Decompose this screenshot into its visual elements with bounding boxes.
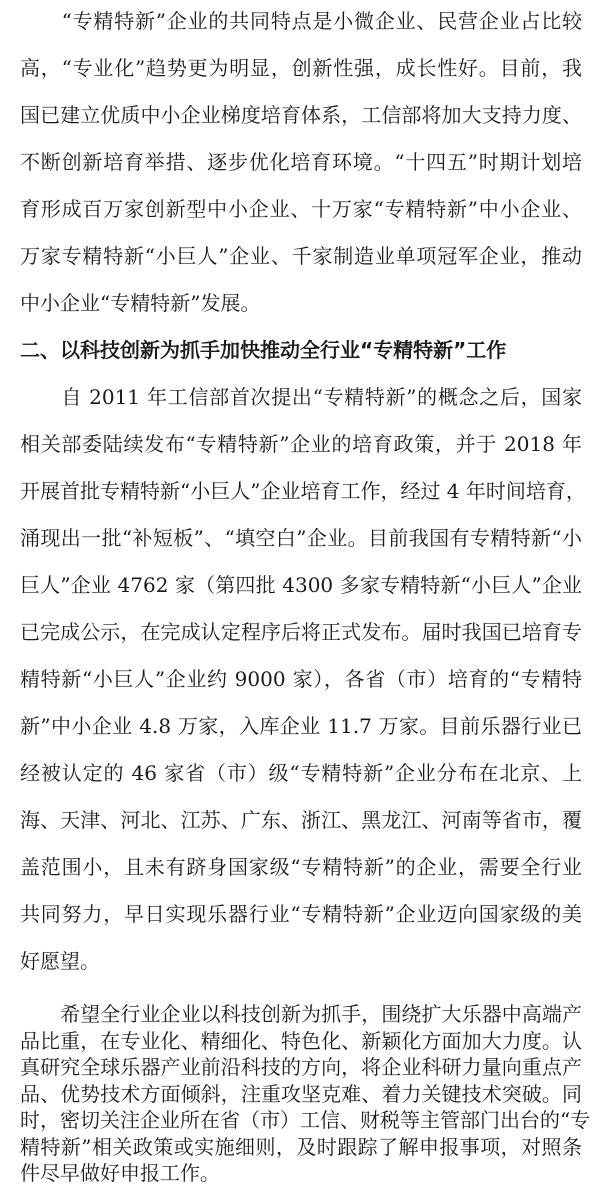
paragraph-line: 育形成百万家创新型中小企业、十万家“专精特新”中小企业、: [20, 197, 582, 221]
paragraph-line: 高，“专业化”趋势更为明显，创新性强，成长性好。目前，我: [20, 56, 582, 80]
paragraph-line: 已完成公示，在完成认定程序后将正式发布。届时我国已培育专: [20, 620, 582, 644]
paragraph-line: 不断创新培育举措、逐步优化培育环境。“十四五”时期计划培: [20, 150, 582, 174]
paragraph-line: 好愿望。: [20, 949, 100, 973]
paragraph-line: 真研究全球乐器产业前沿科技的方向，将企业科研力量向重点产: [20, 1055, 582, 1079]
paragraph-line: 涌现出一批“补短板”、“填空白”企业。目前我国有专精特新“小: [20, 526, 582, 550]
section-heading: 二、以科技创新为抓手加快推动全行业“专精特新”工作: [20, 338, 507, 362]
paragraph-line: 希望全行业企业以科技创新为抓手，围绕扩大乐器中高端产: [20, 1002, 582, 1026]
paragraph-line: 精特新“小巨人”企业约 9000 家），各省（市）培育的“专精特: [20, 667, 582, 691]
paragraph-line: 品比重，在专业化、精细化、特色化、新颖化方面加大力度。认: [20, 1028, 582, 1053]
paragraph-line: 时，密切关注企业所在省（市）工信、财税等主管部门出台的“专: [20, 1108, 591, 1132]
paragraph-line: 新”中小企业 4.8 万家，入库企业 11.7 万家。目前乐器行业已: [20, 714, 582, 738]
paragraph-line: 万家专精特新“小巨人”企业、千家制造业单项冠军企业，推动: [20, 244, 582, 268]
paragraph-line: 共同努力，早日实现乐器行业“专精特新”企业迈向国家级的美: [20, 902, 582, 926]
paragraph-line: 国已建立优质中小企业梯度培育体系，工信部将加大支持力度、: [20, 103, 582, 127]
paragraph-line: 品、优势技术方面倾斜，注重攻坚克难、着力关键技术突破。同: [20, 1081, 582, 1106]
paragraph-line: 中小企业“专精特新”发展。: [20, 291, 261, 315]
paragraph-line: 盖范围小，且未有跻身国家级“专精特新”的企业，需要全行业: [20, 855, 582, 879]
paragraph-line: 精特新”相关政策或实施细则，及时跟踪了解申报事项，对照条: [20, 1134, 582, 1159]
paragraph-line: 自 2011 年工信部首次提出“专精特新”的概念之后，国家: [20, 385, 582, 409]
paragraph-line: 巨人”企业 4762 家（第四批 4300 多家专精特新“小巨人”企业: [20, 573, 582, 597]
paragraph-line: 开展首批专精特新“小巨人”企业培育工作，经过 4 年时间培育，: [20, 479, 586, 503]
paragraph-line: 件尽早做好申报工作。: [20, 1161, 220, 1185]
paragraph-line: “专精特新”企业的共同特点是小微企业、民营企业占比较: [20, 9, 582, 33]
paragraph-line: 相关部委陆续发布“专精特新”企业的培育政策，并于 2018 年: [20, 432, 582, 456]
paragraph-line: 海、天津、河北、江苏、广东、浙江、黑龙江、河南等省市，覆: [20, 808, 582, 832]
paragraph-line: 经被认定的 46 家省（市）级“专精特新”企业分布在北京、上: [20, 761, 582, 785]
